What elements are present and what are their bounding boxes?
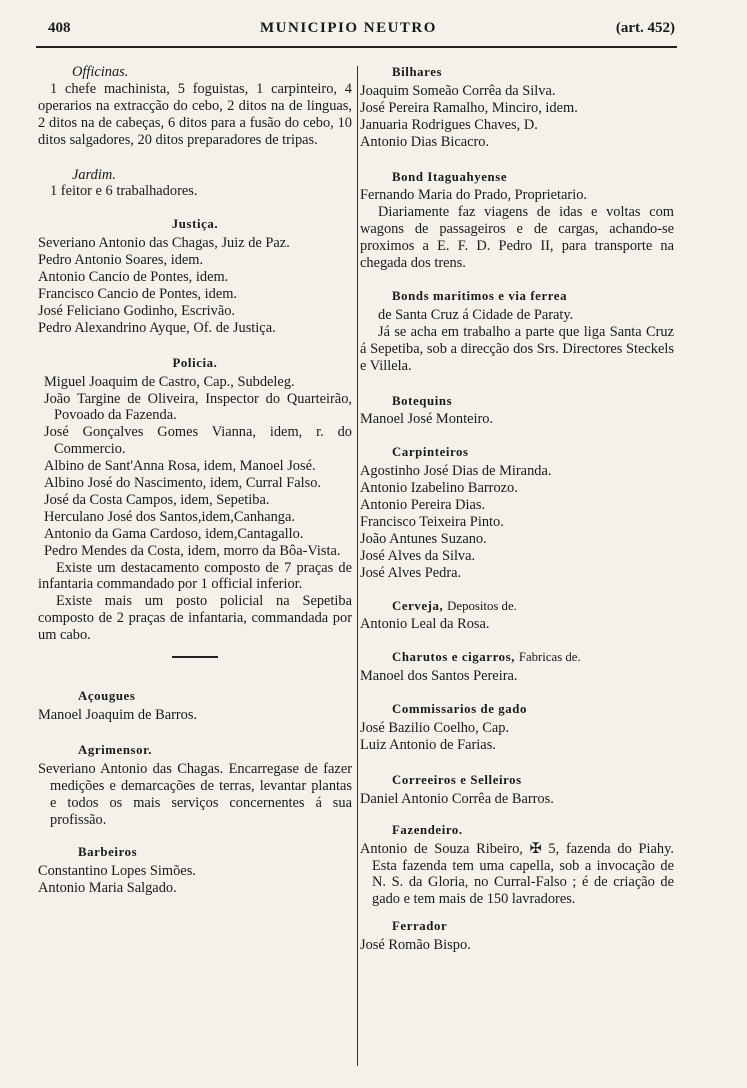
- policia-entry: José Gonçalves Gomes Vianna, idem, r. do Commercio.: [44, 424, 352, 458]
- charutos-entry: Manoel dos Santos Pereira.: [360, 668, 518, 685]
- bonds-maritimos-heading: Bonds maritimos e via ferrea: [392, 288, 568, 303]
- justica-entry: Antonio Cancio de Pontes, idem.: [38, 269, 229, 286]
- agrimensor-heading: Agrimensor.: [78, 742, 153, 757]
- left-column: [38, 64, 352, 897]
- barbeiros-entry: Antonio Maria Salgado.: [38, 880, 177, 897]
- policia-entry: Albino José do Nascimento, idem, Curral Falso.: [44, 475, 321, 492]
- carpinteiros-heading: Carpinteiros: [392, 445, 469, 460]
- policia-note: Existe um destacamento composto de 7 praças de infantaria commandado por 1 official inferior.: [38, 559, 352, 593]
- jardim-text: 1 feitor e 6 trabalhadores.: [50, 183, 198, 200]
- carpinteiros-entry: José Alves Pedra.: [360, 564, 462, 581]
- bilhares-entry: José Pereira Ramalho, Minciro, idem.: [360, 99, 578, 116]
- justica-entry: Francisco Cancio de Pontes, idem.: [38, 285, 238, 302]
- officinas-heading: Officinas.: [72, 64, 129, 80]
- acougues-entry: Manoel Joaquim de Barros.: [38, 707, 198, 723]
- officinas-text: 1 chefe machinista, 5 foguistas, 1 carpinteiro, 4 operarios na extracção do cebo, 2 ditos na de linguas, 2 ditos na de cabeças, 6 ditos para a fusão do cebo, 10 ditos salgadores, 20 ditos preparadores de tripas.: [38, 80, 352, 148]
- agrimensor-text: Severiano Antonio das Chagas. Encarregase de fazer medições e demarcações de terras, levantar plantas e todos os mais serviços concernentes á sua profissão.: [38, 760, 352, 828]
- barbeiros-entry: Constantino Lopes Simões.: [38, 863, 196, 880]
- botequins-entry: Manoel José Monteiro.: [360, 411, 494, 428]
- article-reference: (art. 452): [615, 20, 675, 36]
- bilhares-entry: Januaria Rodrigues Chaves, D.: [360, 116, 538, 133]
- cerveja-entry: Antonio Leal da Rosa.: [360, 616, 490, 633]
- justica-entry: Pedro Antonio Soares, idem.: [38, 252, 204, 269]
- fazendeiro-text: Antonio de Souza Ribeiro, ✠ 5, fazenda do Piahy. Esta fazenda tem uma capella, sob a invocação de N. S. da Gloria, no Curral-Falso ; é de criação de gado e tem mais de 150 lavradores.: [360, 840, 674, 908]
- correeiros-heading: Correeiros e Selleiros: [392, 772, 522, 787]
- charutos-heading: [360, 649, 674, 666]
- carpinteiros-entry: Antonio Pereira Dias.: [360, 497, 486, 514]
- justica-entry: Pedro Alexandrino Ayque, Of. de Justiça.: [38, 319, 276, 336]
- charutos-subtitle: Fabricas de.: [518, 650, 581, 665]
- policia-entry: Antonio da Gama Cardoso, idem,Cantagallo.: [44, 525, 304, 542]
- commissarios-entry: Luiz Antonio de Farias.: [360, 737, 496, 753]
- cerveja-heading: [360, 598, 674, 615]
- barbeiros-heading: Barbeiros: [78, 845, 138, 860]
- carpinteiros-entry: Francisco Teixeira Pinto.: [360, 513, 504, 530]
- policia-note: Existe mais um posto policial na Sepetiba composto de 2 praças de infantaria, commandada por um cabo.: [38, 593, 352, 644]
- policia-entry: Pedro Mendes da Costa, idem, morro da Bôa-Vista.: [44, 542, 341, 559]
- page-header: [48, 20, 675, 44]
- cerveja-title: Cerveja,: [392, 598, 444, 613]
- commissarios-entry: José Bazilio Coelho, Cap.: [360, 720, 510, 737]
- justica-entry: José Feliciano Godinho, Escrivão.: [38, 302, 236, 319]
- policia-entry: Albino de Sant'Anna Rosa, idem, Manoel José.: [44, 458, 316, 475]
- botequins-heading: Botequins: [392, 393, 453, 408]
- bilhares-entry: Antonio Dias Bicacro.: [360, 133, 490, 150]
- column-divider: [357, 66, 358, 1066]
- jardim-heading: Jardim.: [72, 166, 116, 183]
- cerveja-subtitle: Depositos de.: [447, 598, 517, 613]
- ferrador-entry: José Romão Bispo.: [360, 937, 471, 954]
- justica-entry: Severiano Antonio das Chagas, Juiz de Paz.: [38, 235, 290, 252]
- policia-entry: Herculano José dos Santos,idem,Canhanga.: [44, 508, 295, 525]
- bond-owner: Fernando Maria do Prado, Proprietario.: [360, 187, 587, 204]
- commissarios-heading: Commissarios de gado: [392, 702, 527, 717]
- charutos-title: Charutos e cigarros,: [392, 650, 516, 665]
- policia-heading: Policia.: [172, 355, 218, 370]
- carpinteiros-entry: João Antunes Suzano.: [360, 530, 487, 547]
- correeiros-entry: Daniel Antonio Corrêa de Barros.: [360, 790, 554, 807]
- running-title: MUNICIPIO NEUTRO: [260, 20, 437, 36]
- justica-heading: Justiça.: [171, 217, 219, 232]
- right-column: [360, 64, 674, 954]
- acougues-heading: Açougues: [78, 689, 136, 704]
- bonds-maritimos-route: de Santa Cruz á Cidade de Paraty.: [378, 306, 574, 323]
- bilhares-heading: Bilhares: [392, 65, 443, 79]
- bilhares-entry: Joaquim Someão Corrêa da Silva.: [360, 82, 556, 99]
- bond-heading: Bond Itaguahyense: [392, 169, 508, 184]
- bond-text: Diariamente faz viagens de idas e voltas com wagons de passageiros e de cargas, achando-se proximos a E. F. D. Pedro II, para transporte na chegada dos trens.: [360, 204, 674, 272]
- policia-entry: José da Costa Campos, idem, Sepetiba.: [44, 491, 270, 508]
- ferrador-heading: Ferrador: [392, 919, 448, 934]
- carpinteiros-entry: Antonio Izabelino Barrozo.: [360, 480, 518, 497]
- policia-entry: João Targine de Oliveira, Inspector do Quarteirão, Povoado da Fazenda.: [44, 390, 352, 424]
- carpinteiros-entry: Agostinho José Dias de Miranda.: [360, 463, 552, 480]
- bonds-maritimos-text: Já se acha em trabalho a parte que liga Santa Cruz á Sepetiba, sob a direcção dos Srs. Directores Steckels e Villela.: [360, 323, 674, 374]
- policia-entry: Miguel Joaquim de Castro, Cap., Subdeleg.: [44, 373, 295, 390]
- page-number: 408: [48, 20, 71, 36]
- carpinteiros-entry: José Alves da Silva.: [360, 547, 476, 564]
- fazendeiro-heading: Fazendeiro.: [392, 822, 463, 837]
- header-rule: [36, 46, 677, 48]
